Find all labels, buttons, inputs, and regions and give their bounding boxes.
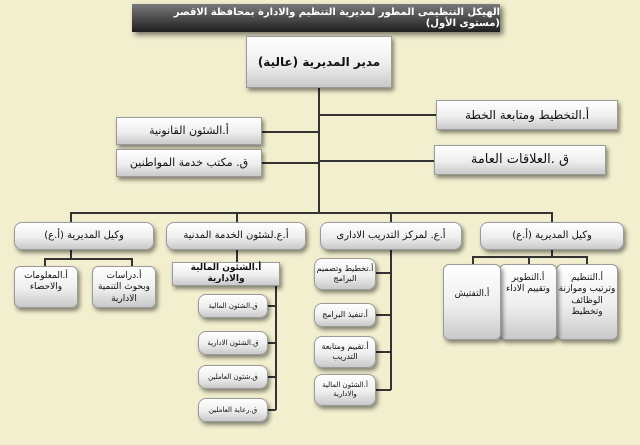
connector-citizen-office [262, 162, 319, 164]
connector-director-trunk [318, 88, 320, 212]
civil-finance-admin-box: أ.الشئون المالية والادارية [172, 262, 280, 286]
connector-training-u3 [376, 351, 391, 353]
studies-unit-box: أ.دراسات وبحوث التنمية الادارية [92, 266, 156, 308]
connector-deputy-right-u2 [528, 256, 530, 264]
connector-deputy-left-drop [70, 250, 72, 258]
connector-level2-3 [236, 212, 238, 222]
legal-box: أ.الشئون القانونية [116, 117, 262, 145]
deputy-director-left-box: وكيل المديرية (أ.ع) [14, 222, 154, 250]
planning-box: أ.التخطيط ومتابعة الخطة [436, 100, 618, 130]
connector-deputy-left-u2 [44, 258, 46, 266]
connector-planning [318, 114, 438, 116]
connector-level2-2 [390, 212, 392, 222]
connector-level2-4 [70, 212, 72, 222]
connector-deputy-right-u1 [586, 256, 588, 264]
connector-public-relations [318, 160, 434, 162]
section-welfare-box: ق.رعاية العاملين [198, 398, 268, 422]
connector-level2-1 [551, 212, 553, 222]
training-evaluation-box: أ.تقييم ومتابعة التدريب [314, 336, 376, 368]
connector-training-spine [390, 250, 392, 390]
deputy-director-right-box: وكيل المديرية (أ.ع) [480, 222, 624, 250]
connector-level2-bar [70, 212, 552, 214]
connector-deputy-left-u1 [131, 258, 133, 266]
connector-legal [262, 131, 319, 133]
organization-unit-box: أ.التنظيم وترتيب وموازنة الوظائف وتخطيط [556, 264, 618, 340]
training-finance-box: أ.الشئون المالية والادارية [314, 374, 376, 406]
connector-civil-drop [236, 250, 238, 262]
training-execution-box: أ.تنفيذ البرامج [314, 303, 376, 327]
development-unit-box: أ.التطوير وتقييم الاداء [499, 264, 557, 340]
civil-service-box: أ.ع.لشئون الخدمة المدنية [166, 222, 306, 250]
connector-training-u2 [376, 314, 391, 316]
connector-civil-s3 [267, 376, 276, 378]
chart-title: الهيكل التنظيمى المطور لمديرية التنظيم والادارة بمحافظة الاقصر (مستوى الأول) [132, 4, 500, 32]
connector-deputy-left-bar [44, 258, 132, 260]
connector-training-u4 [376, 389, 391, 391]
training-planning-box: أ.تخطيط وتصميم البرامج [314, 258, 376, 290]
public-relations-box: ق .العلاقات العامة [434, 145, 606, 175]
inspection-unit-box: أ.التفتيش [443, 264, 501, 340]
section-personnel-box: ق.شئون العاملين [198, 365, 268, 389]
section-admin-box: ق.الشئون الادارية [198, 331, 268, 355]
connector-civil-s1 [267, 305, 276, 307]
connector-civil-s4 [267, 409, 276, 411]
connector-deputy-right-u3 [472, 256, 474, 264]
connector-training-u1 [376, 272, 391, 274]
section-finance-box: ق.الشئون المالية [198, 294, 268, 318]
director-box: مدير المديرية (عالية) [246, 36, 392, 88]
citizen-office-box: ق. مكتب خدمة المواطنين [116, 149, 262, 177]
information-unit-box: أ.المعلومات والاحصاء [14, 266, 78, 308]
training-center-box: أ.ع. لمركز التدريب الادارى [320, 222, 462, 250]
connector-civil-s2 [267, 342, 276, 344]
